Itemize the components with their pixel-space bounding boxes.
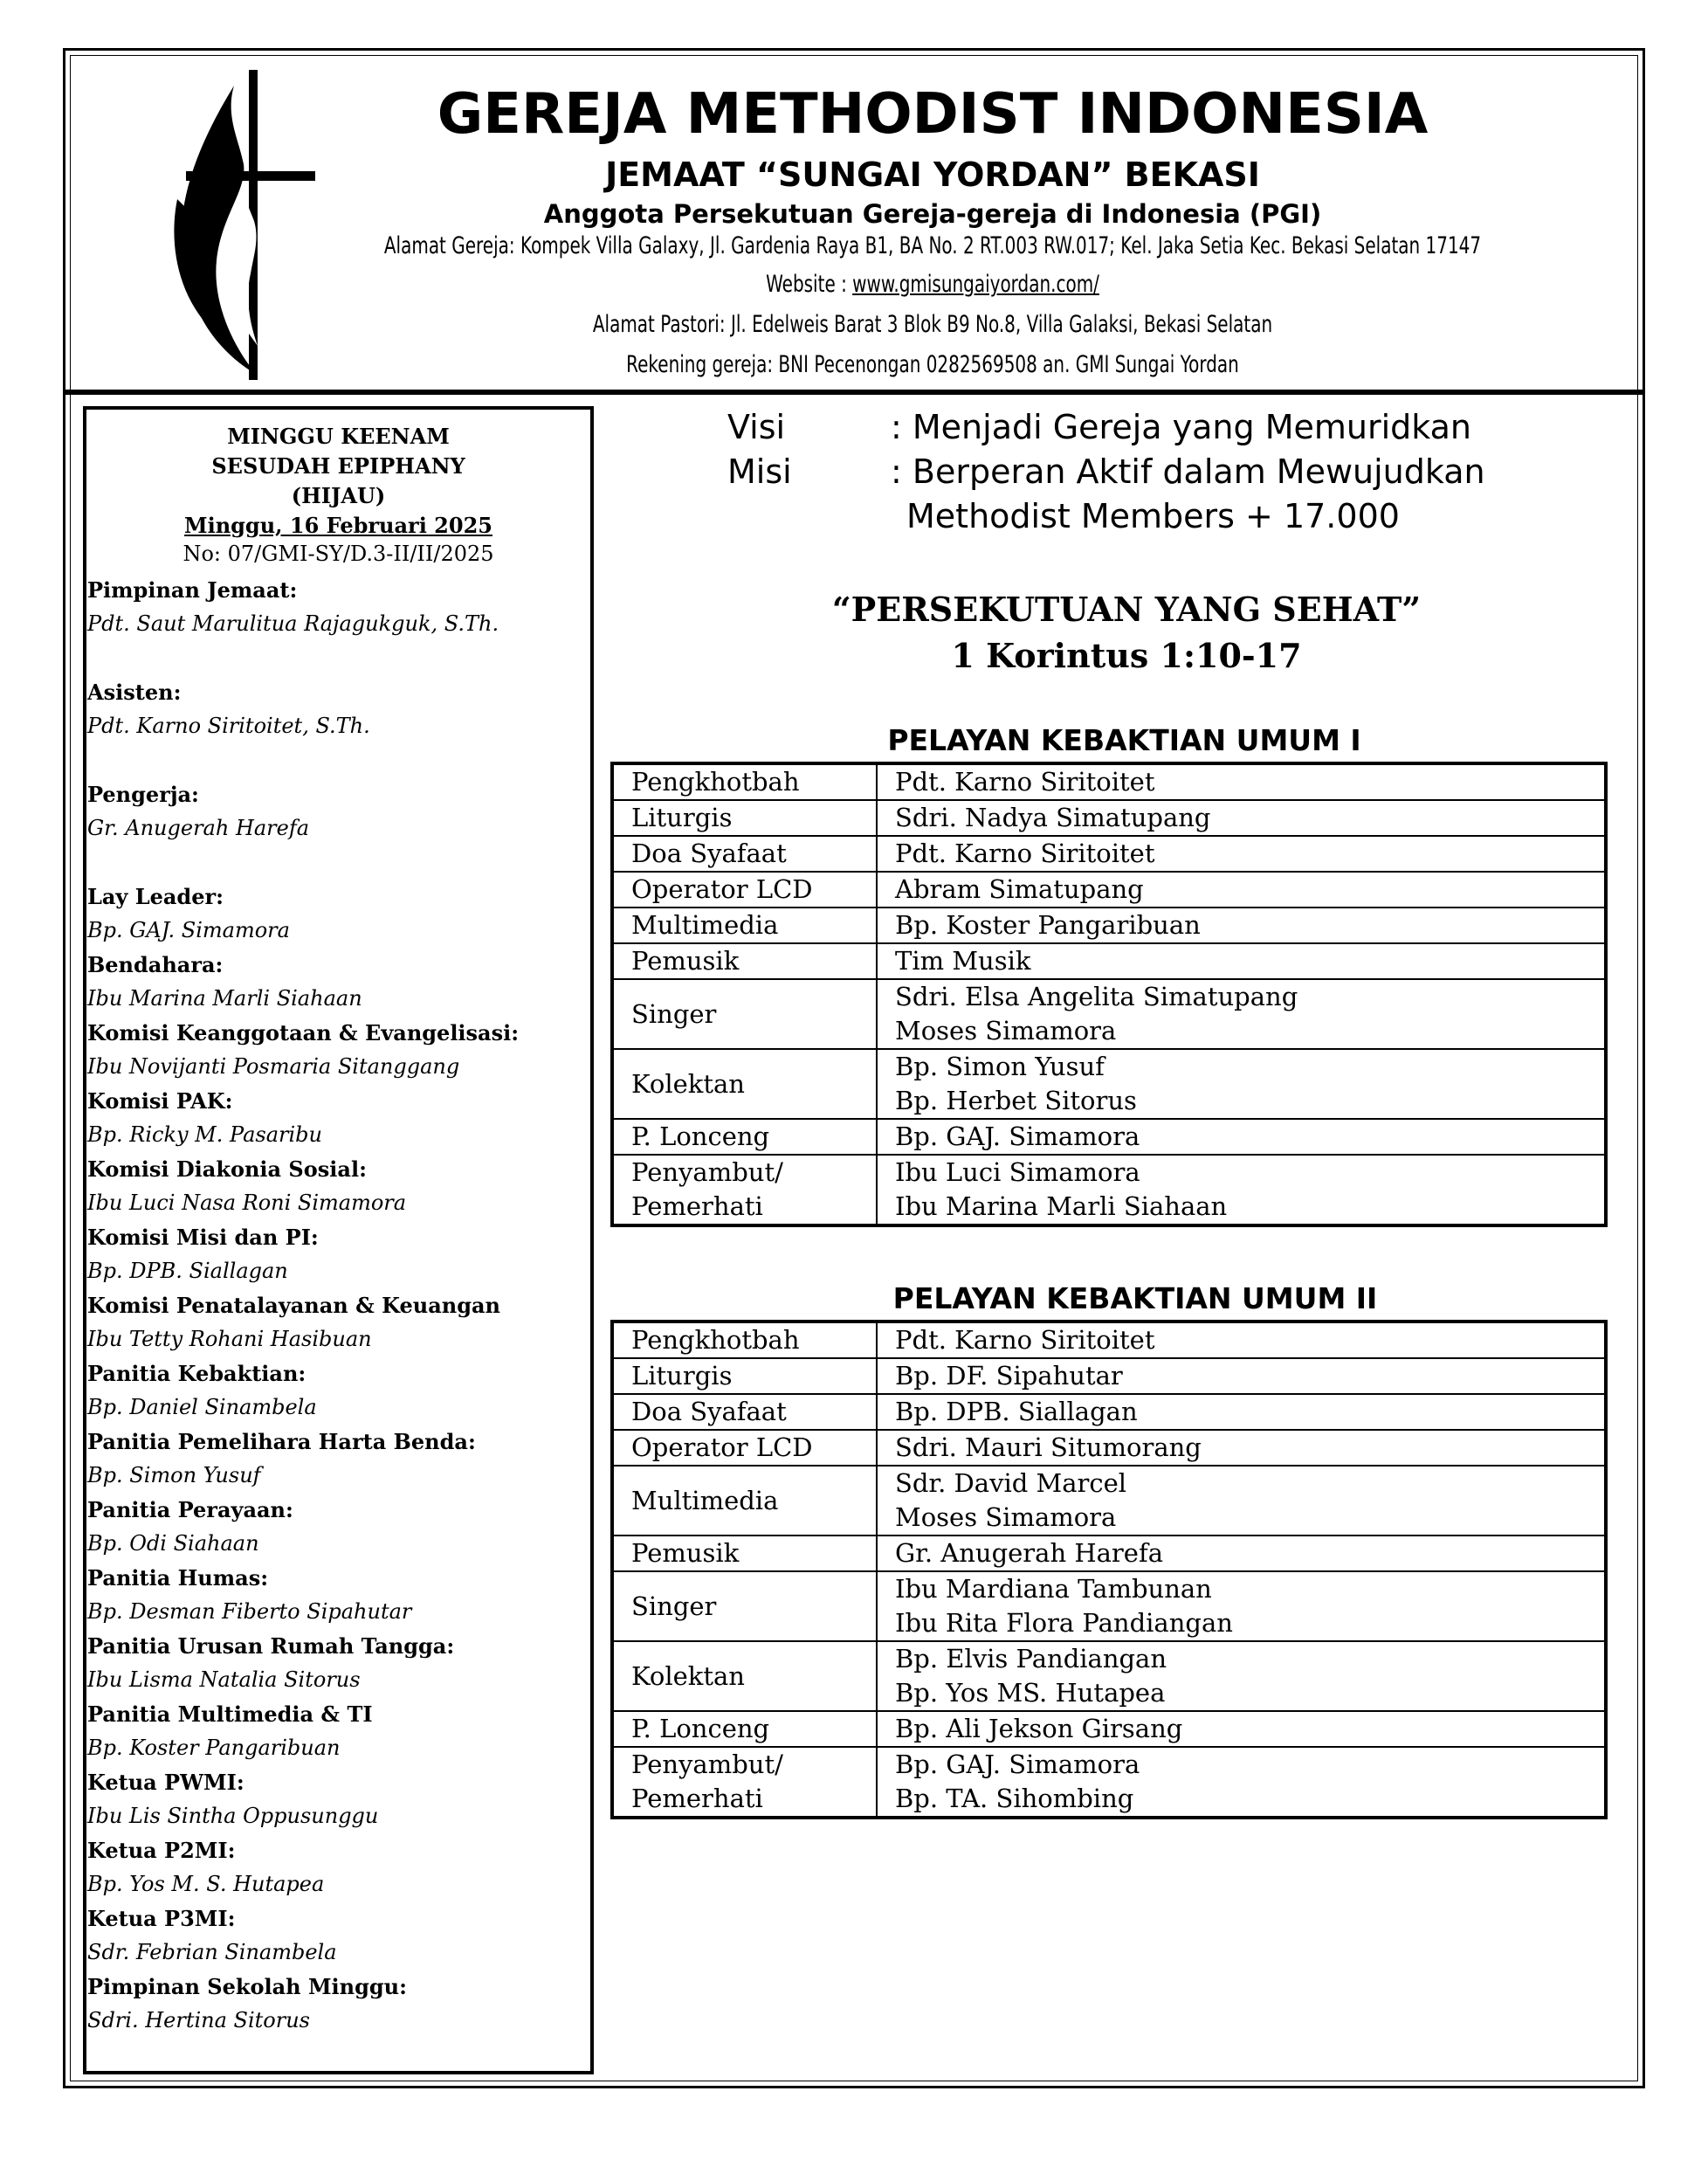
table-row [612,1711,1606,1747]
role-cell: Singer [612,979,877,1049]
name-line: Sdri. Elsa Angelita Simatupang [895,982,1298,1011]
list-item [87,777,603,880]
names-cell [877,1049,1606,1119]
header-divider [65,390,1643,395]
table-row [612,1747,1606,1818]
role-person: Sdri. Hertina Sitorus [87,2008,310,2032]
list-item [87,1970,603,2038]
role-label: Ketua P3MI: [87,1906,236,1931]
name-line: Sdr. David Marcel [895,1468,1127,1498]
website-link[interactable]: www.gmisungaiyordan.com/ [852,271,1099,298]
table-row [612,1536,1606,1571]
role-label: Panitia Urusan Rumah Tangga: [87,1633,455,1659]
pgi-membership: Anggota Persekutuan Gereja-gereja di Indonesia (PGI) [543,199,1322,229]
name-line: Bp. Herbet Sitorus [895,1086,1137,1115]
table-row [612,1358,1606,1394]
service-date: Minggu, 16 Februari 2025 [184,513,492,538]
table-row [612,800,1606,836]
table-row [612,1322,1606,1358]
table-row [612,1155,1606,1225]
role-person: Pdt. Saut Marulitua Rajagukguk, S.Th. [87,611,499,636]
list-item [87,1288,603,1356]
role-cell [612,1155,877,1225]
name-line: Ibu Luci Simamora [895,1157,1140,1187]
table-row [612,1049,1606,1119]
role-cell: Multimedia [612,1466,877,1536]
bank-account: Rekening gereja: BNI Pecenongan 0282569508 an. GMI Sungai Yordan [626,351,1239,378]
role-cell [612,1747,877,1818]
role-person: Bp. Odi Siahaan [87,1531,259,1556]
role-cell: Doa Syafaat [612,836,877,872]
sermon-scripture: 1 Korintus 1:10-17 [951,636,1302,675]
role-cell: Pengkhotbah [612,763,877,800]
list-item [87,948,603,1016]
service2-title: PELAYAN KEBAKTIAN UMUM II [892,1281,1378,1315]
table-row [612,1430,1606,1466]
names-cell: Bp. Ali Jekson Girsang [877,1711,1606,1747]
role-person: Bp. Daniel Sinambela [87,1395,317,1419]
table-row [612,836,1606,872]
liturgical-color: (HIJAU) [291,483,386,508]
list-item [87,880,603,948]
liturgical-week-line1: MINGGU KEENAM [227,424,450,449]
list-item [87,1765,603,1833]
role-label: Pimpinan Sekolah Minggu: [87,1974,407,1999]
table-row [612,1641,1606,1711]
list-item [87,573,603,675]
name-line: Bp. Yos MS. Hutapea [895,1678,1166,1708]
bulletin-number: No: 07/GMI-SY/D.3-II/II/2025 [183,542,494,566]
congregation-name: JEMAAT “SUNGAI YORDAN” BEKASI [605,155,1260,194]
names-cell: Pdt. Karno Siritoitet [877,763,1606,800]
role-label: Komisi Diakonia Sosial: [87,1156,367,1182]
role-cell: Multimedia [612,908,877,943]
role-label: Bendahara: [87,952,224,977]
names-cell: Bp. DPB. Siallagan [877,1394,1606,1430]
role-person: Ibu Novijanti Posmaria Sitanggang [87,1054,460,1079]
role-label: Panitia Perayaan: [87,1497,293,1522]
names-cell [877,1747,1606,1818]
role-person: Bp. Koster Pangaribuan [87,1736,341,1760]
liturgical-week-line2: SESUDAH EPIPHANY [211,453,465,479]
role-cell: Liturgis [612,800,877,836]
names-cell: Bp. GAJ. Simamora [877,1119,1606,1155]
list-item [87,1833,603,1901]
list-item [87,1697,603,1765]
table-row [612,979,1606,1049]
role-label: Asisten: [87,680,182,705]
role-label: Panitia Humas: [87,1565,269,1591]
list-item [87,1152,603,1220]
names-cell: Bp. DF. Sipahutar [877,1358,1606,1394]
role-cell: Doa Syafaat [612,1394,877,1430]
list-item [87,1493,603,1561]
role-label: Lay Leader: [87,884,224,909]
table-row [612,908,1606,943]
names-cell: Pdt. Karno Siritoitet [877,1322,1606,1358]
names-cell: Sdri. Nadya Simatupang [877,800,1606,836]
name-line: Bp. GAJ. Simamora [895,1749,1140,1779]
website-label: Website : [766,271,853,298]
misi-text: : Berperan Aktif dalam Mewujudkan [891,452,1485,491]
names-cell [877,1466,1606,1536]
role-person: Ibu Marina Marli Siahaan [87,986,362,1011]
church-name-title: GEREJA METHODIST INDONESIA [437,82,1429,147]
service1-title: PELAYAN KEBAKTIAN UMUM I [887,723,1361,757]
list-item [87,675,603,777]
misi-label: Misi [727,452,792,491]
role-person: Ibu Luci Nasa Roni Simamora [87,1190,407,1215]
role-cell: Pemusik [612,1536,877,1571]
name-line: Ibu Marina Marli Siahaan [895,1191,1228,1221]
visi-text: : Menjadi Gereja yang Memuridkan [891,408,1471,446]
church-address: Alamat Gereja: Kompek Villa Galaxy, Jl. Gardenia Raya B1, BA No. 2 RT.003 RW.017; Kel. Jaka Setia Kec. Bekasi Selatan 17147 [383,232,1482,259]
names-cell: Abram Simatupang [877,872,1606,908]
role-line: Penyambut/ [631,1157,783,1187]
table-row [612,1466,1606,1536]
role-person: Bp. Ricky M. Pasaribu [87,1122,322,1147]
leadership-list [87,573,603,2038]
list-item [87,1356,603,1425]
table-row [612,1394,1606,1430]
role-label: Komisi Penatalayanan & Keuangan [87,1293,500,1318]
visi-label: Visi [727,408,786,446]
sermon-title: “PERSEKUTUAN YANG SEHAT” [831,590,1422,629]
names-cell [877,1641,1606,1711]
role-person: Pdt. Karno Siritoitet, S.Th. [87,714,370,738]
names-cell: Gr. Anugerah Harefa [877,1536,1606,1571]
role-cell: P. Lonceng [612,1119,877,1155]
role-person: Ibu Lisma Natalia Sitorus [87,1667,361,1692]
name-line: Moses Simamora [895,1016,1117,1046]
list-item [87,1220,603,1288]
role-person: Sdr. Febrian Sinambela [87,1940,337,1964]
table-row [612,872,1606,908]
table-row [612,763,1606,800]
pastor-address: Alamat Pastori: Jl. Edelweis Barat 3 Blok B9 No.8, Villa Galaksi, Bekasi Selatan [592,311,1273,338]
name-line: Bp. TA. Sihombing [895,1784,1134,1813]
role-label: Panitia Pemelihara Harta Benda: [87,1429,476,1454]
names-cell [877,979,1606,1049]
role-label: Pengerja: [87,782,199,807]
list-item [87,1901,603,1970]
role-cell: Kolektan [612,1049,877,1119]
list-item [87,1629,603,1697]
role-label: Panitia Kebaktian: [87,1361,306,1386]
role-label: Ketua P2MI: [87,1838,236,1863]
role-line: Pemerhati [631,1784,763,1813]
role-person: Ibu Lis Sintha Oppusunggu [87,1804,379,1828]
names-cell: Bp. Koster Pangaribuan [877,908,1606,943]
role-label: Komisi Keanggotaan & Evangelisasi: [87,1020,520,1046]
role-label: Panitia Multimedia & TI [87,1701,373,1727]
service2-table [610,1320,1608,1819]
role-person: Bp. Yos M. S. Hutapea [87,1872,325,1896]
role-cell: Operator LCD [612,872,877,908]
name-line: Bp. Elvis Pandiangan [895,1644,1167,1674]
role-label: Komisi PAK: [87,1088,233,1114]
role-label: Komisi Misi dan PI: [87,1225,319,1250]
name-line: Moses Simamora [895,1502,1117,1532]
list-item [87,1084,603,1152]
table-row [612,1119,1606,1155]
role-person: Gr. Anugerah Harefa [87,816,310,840]
names-cell: Tim Musik [877,943,1606,979]
service1-table [610,762,1608,1227]
names-cell: Sdri. Mauri Situmorang [877,1430,1606,1466]
names-cell [877,1155,1606,1225]
header [72,58,1636,393]
role-cell: Singer [612,1571,877,1641]
table-row [612,943,1606,979]
names-cell: Pdt. Karno Siritoitet [877,836,1606,872]
list-item [87,1561,603,1629]
role-cell: Pemusik [612,943,877,979]
role-cell: Liturgis [612,1358,877,1394]
role-line: Penyambut/ [631,1749,783,1779]
role-person: Bp. GAJ. Simamora [87,918,290,942]
names-cell [877,1571,1606,1641]
role-person: Ibu Tetty Rohani Hasibuan [87,1327,372,1351]
role-cell: Operator LCD [612,1430,877,1466]
list-item [87,1425,603,1493]
misi-text-continued: Methodist Members + 17.000 [906,497,1400,535]
name-line: Ibu Mardiana Tambunan [895,1574,1212,1604]
role-cell: P. Lonceng [612,1711,877,1747]
role-label: Ketua PWMI: [87,1770,244,1795]
list-item [87,1016,603,1084]
role-cell: Pengkhotbah [612,1322,877,1358]
table-row [612,1571,1606,1641]
role-cell: Kolektan [612,1641,877,1711]
website-line [355,271,1512,298]
role-person: Bp. Simon Yusuf [87,1463,261,1487]
role-label: Pimpinan Jemaat: [87,577,298,603]
role-person: Bp. DPB. Siallagan [87,1259,288,1283]
role-person: Bp. Desman Fiberto Sipahutar [87,1599,412,1624]
role-line: Pemerhati [631,1191,763,1221]
name-line: Ibu Rita Flora Pandiangan [895,1608,1233,1638]
name-line: Bp. Simon Yusuf [895,1052,1105,1081]
